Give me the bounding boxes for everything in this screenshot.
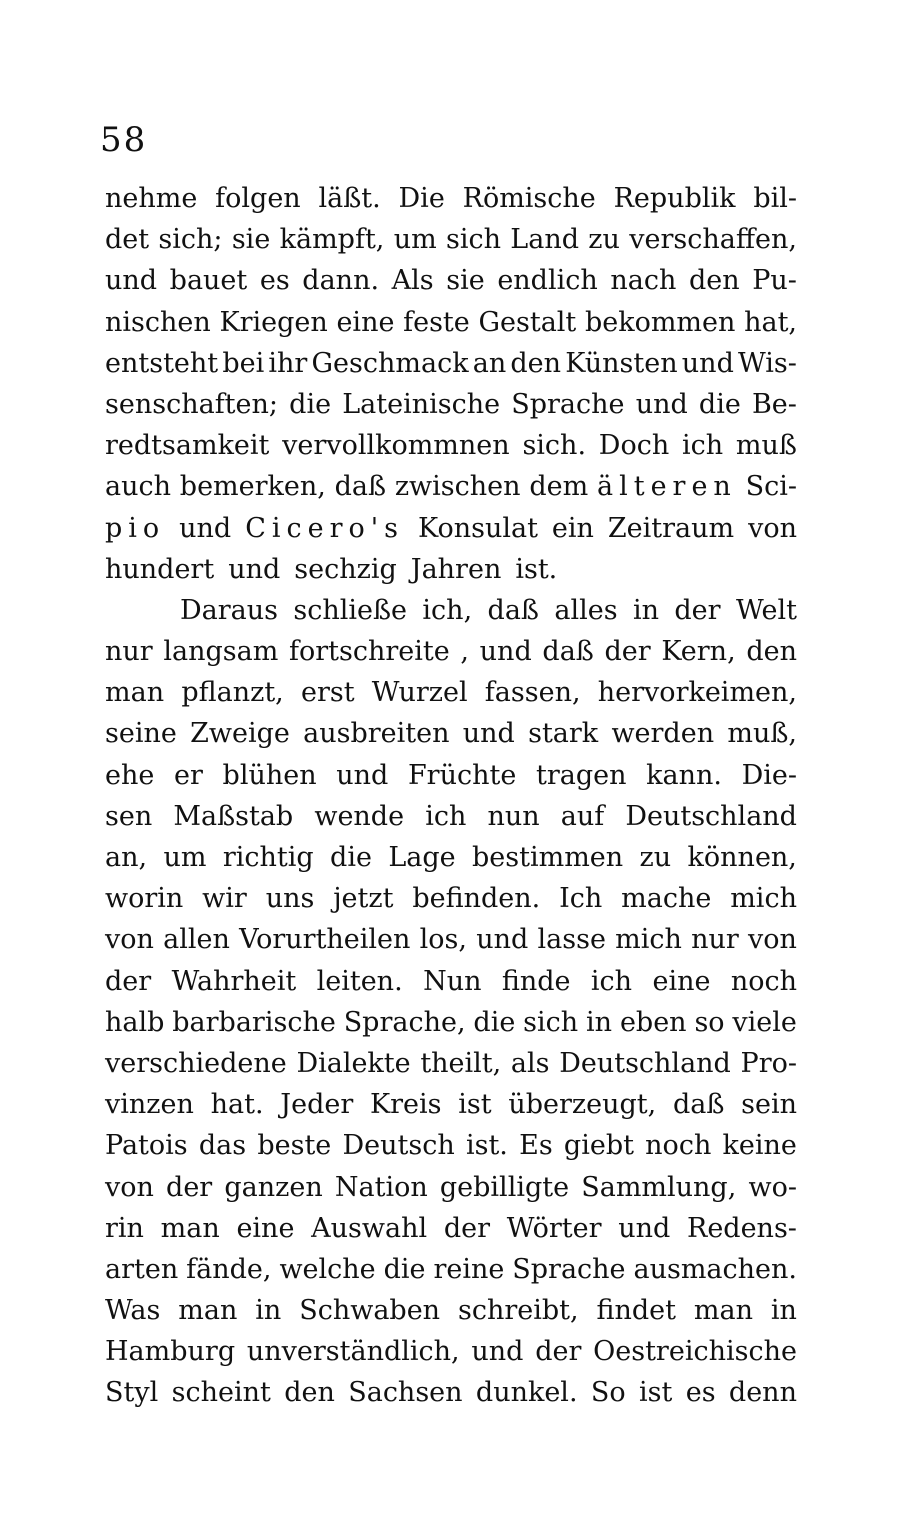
body-text [105, 178, 797, 1414]
text-line: man pflanzt, erst Wurzel fassen, hervorkeimen, [105, 677, 797, 709]
text-line: rin man eine Auswahl der Wörter und Redens- [105, 1212, 797, 1244]
text-line: und bauet es dann. Als sie endlich nach den Pu- [105, 265, 797, 297]
text-line: nehme folgen läßt. Die Römische Republik bil- [105, 183, 797, 214]
text-line: vinzen hat. Jeder Kreis ist überzeugt, daß sein [105, 1089, 797, 1121]
text-line: Was man in Schwaben schreibt, findet man in [105, 1295, 797, 1327]
text-line: nischen Kriegen eine feste Gestalt bekommen hat, [105, 306, 797, 338]
text-line: hundert und sechzig Jahren ist. [105, 553, 558, 585]
text-line: nur langsam fortschreite , und daß der Kern, den [105, 636, 797, 668]
text-line: verschiedene Dialekte theilt, als Deutschland Pro- [105, 1047, 797, 1079]
text-line: arten fände, welche die reine Sprache ausmachen. [105, 1253, 797, 1285]
text-line: pio und Cicero's Konsulat ein Zeitraum von [105, 512, 797, 544]
text-line: sen Maßstab wende ich nun auf Deutschland [105, 800, 797, 832]
text-line: der Wahrheit leiten. Nun finde ich eine noch [105, 965, 797, 997]
text-line: ehe er blühen und Früchte tragen kann. Die- [105, 759, 797, 791]
text-line: von der ganzen Nation gebilligte Sammlung, wo- [105, 1171, 797, 1203]
text-line: auch bemerken, daß zwischen dem älteren Sci- [105, 471, 797, 503]
text-line: worin wir uns jetzt befinden. Ich mache mich [105, 883, 797, 915]
text-line: senschaften; die Lateinische Sprache und die Be- [105, 388, 797, 420]
text-line: seine Zweige ausbreiten und stark werden muß, [105, 718, 797, 750]
text-line: entsteht bei ihr Geschmack an den Künsten und Wis- [105, 347, 797, 379]
text-line: von allen Vorurtheilen los, und lasse mich nur von [105, 924, 797, 956]
text-line: redtsamkeit vervollkommnen sich. Doch ich muß [105, 430, 797, 462]
text-line: an, um richtig die Lage bestimmen zu können, [105, 842, 797, 873]
text-line: Hamburg unverständlich, und der Oestreichische [105, 1336, 797, 1368]
text-line: det sich; sie kämpft, um sich Land zu verschaffen, [105, 224, 797, 256]
text-line: Daraus schließe ich, daß alles in der Welt [180, 594, 797, 626]
text-line: Styl scheint den Sachsen dunkel. So ist es denn [105, 1377, 797, 1409]
text-line: halb barbarische Sprache, die sich in eben so viele [105, 1006, 797, 1038]
text-line: Patois das beste Deutsch ist. Es giebt noch keine [105, 1130, 797, 1162]
page-number: 58 [100, 120, 148, 160]
